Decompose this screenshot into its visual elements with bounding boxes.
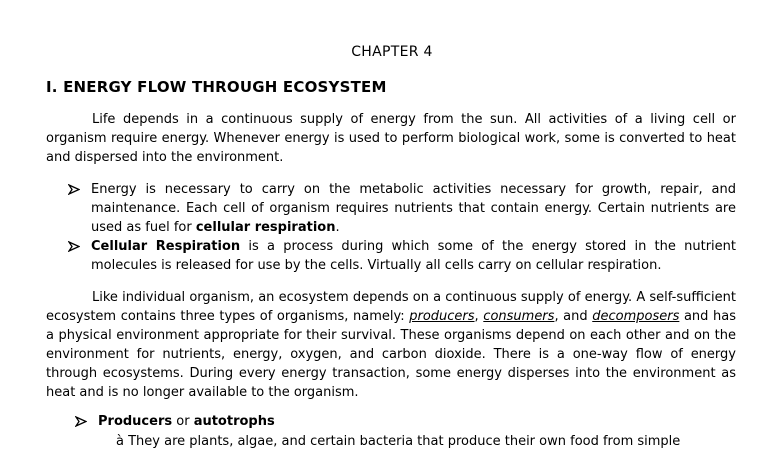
- term-decomposers: decomposers: [592, 309, 680, 324]
- producers-description-partial: à They are plants, algae, and certain bacteria that produce their own food from simple: [116, 434, 681, 449]
- ecosystem-text-2: and has a physical environment appropriate for their survival. These organisms depend on each other and on the environment for nutrients, energy, oxygen, and carbon dioxide. There is a one-way flow of energy through ecosystems. During every energy transaction, some energy disperses into the environment as heat and is no longer available to the organism.: [46, 309, 737, 400]
- bullet-respiration-term: Cellular Respiration: [91, 239, 241, 254]
- ecosystem-text-1: Like individual organism, an ecosystem depends on a continuous supply of energy. A self-sufficient ecosystem contains three types of organisms, namely:: [46, 290, 736, 324]
- bullet-respiration-text: is a process during which some of the energy stored in the nutrient molecules is released for use by the cells. Virtually all cells carry on cellular respiration.: [91, 239, 736, 273]
- bullet-energy-term: cellular respiration: [195, 220, 336, 235]
- producers-connector: or: [172, 414, 194, 429]
- arrow-bullet-icon: [75, 416, 87, 427]
- term-producers: producers: [409, 309, 475, 324]
- ecosystem-paragraph: [46, 288, 736, 402]
- bullet-energy-end: .: [335, 220, 340, 235]
- arrow-bullet-icon: [68, 184, 80, 195]
- intro-paragraph: [46, 110, 736, 167]
- chapter-label: CHAPTER 4: [351, 44, 433, 60]
- section-heading: I. ENERGY FLOW THROUGH ECOSYSTEM: [46, 78, 387, 96]
- arrow-bullet-icon: [68, 241, 80, 252]
- bullet-cellular-respiration: [91, 237, 736, 275]
- ecosystem-sep-1: ,: [474, 309, 484, 324]
- term-consumers: consumers: [483, 309, 555, 324]
- autotrophs-label: autotrophs: [193, 414, 275, 429]
- producers-label: Producers: [98, 414, 173, 429]
- ecosystem-sep-2: , and: [554, 309, 593, 324]
- bullet-energy: [91, 180, 736, 237]
- intro-paragraph-text: Life depends in a continuous supply of energy from the sun. All activities of a living cell or organism require energy. Whenever energy is used to perform biological work, some is converted to heat and dispersed into the environment.: [46, 112, 736, 165]
- bullet-energy-text: Energy is necessary to carry on the metabolic activities necessary for growth, repair, and maintenance. Each cell of organism requires nutrients that contain energy. Certain nutrients are used as fuel for: [91, 182, 736, 235]
- producers-item: [98, 412, 275, 431]
